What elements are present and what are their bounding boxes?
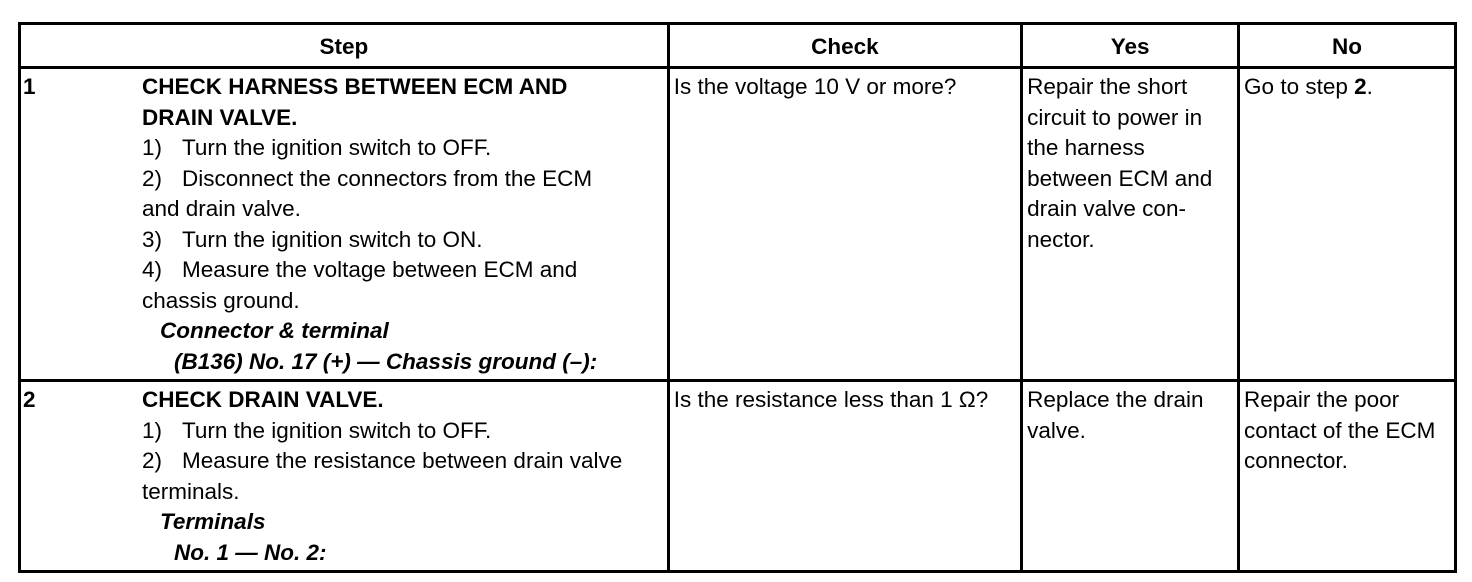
instruction-index: 2) xyxy=(142,448,163,473)
yes-line: Replace the drain xyxy=(1027,387,1204,412)
instruction-text: Measure the voltage between ECM and xyxy=(182,257,578,282)
no-text xyxy=(1244,72,1450,103)
no-line: connector. xyxy=(1244,448,1348,473)
diagnostic-table-wrapper xyxy=(18,22,1457,573)
step-title: CHECK HARNESS BETWEEN ECM AND xyxy=(142,74,568,99)
yes-line: between ECM and xyxy=(1027,165,1213,191)
no-suffix: . xyxy=(1366,74,1373,99)
instruction xyxy=(142,133,663,164)
instruction xyxy=(142,164,663,195)
step-number: 1 xyxy=(23,74,36,99)
yes-cell xyxy=(1022,68,1239,381)
instruction-index: 4) xyxy=(142,257,163,282)
spec-value: No. 1 — No. 2: xyxy=(174,539,327,565)
instruction-index: 3) xyxy=(142,226,163,252)
header-check: Check xyxy=(668,24,1021,68)
step-cell xyxy=(20,68,669,381)
yes-line: drain valve con- xyxy=(1027,196,1186,221)
table-row xyxy=(20,381,1456,572)
header-row xyxy=(20,24,1456,68)
spec-label: Terminals xyxy=(160,509,266,534)
step-title: CHECK DRAIN VALVE. xyxy=(142,387,384,412)
yes-line: nector. xyxy=(1027,226,1095,252)
yes-line: the harness xyxy=(1027,135,1145,160)
header-yes: Yes xyxy=(1022,24,1239,68)
check-cell xyxy=(668,68,1021,381)
instruction-text: Turn the ignition switch to ON. xyxy=(182,226,483,252)
instruction xyxy=(142,416,663,447)
no-line: Repair the poor xyxy=(1244,387,1400,412)
instruction-text: Turn the ignition switch to OFF. xyxy=(182,417,492,443)
instruction-text: Measure the resistance between drain valve xyxy=(182,448,623,473)
check-text: Is the resistance less than 1 Ω? xyxy=(673,387,989,412)
step-body xyxy=(142,72,663,103)
instruction-text: Disconnect the connectors from the ECM xyxy=(182,165,593,191)
yes-cell xyxy=(1022,381,1239,572)
header-step: Step xyxy=(20,24,669,68)
yes-line: circuit to power in xyxy=(1027,104,1203,130)
step-reference: 2 xyxy=(1354,74,1367,99)
check-cell xyxy=(668,381,1021,572)
check-text: Is the voltage 10 V or more? xyxy=(673,74,957,99)
yes-line: Repair the short xyxy=(1027,74,1188,99)
instruction-text: Turn the ignition switch to OFF. xyxy=(182,135,492,160)
no-line: contact of the ECM xyxy=(1244,417,1436,443)
diagnostic-table xyxy=(18,22,1457,573)
instruction-index: 2) xyxy=(142,165,163,191)
step-title-cont: DRAIN VALVE. xyxy=(142,104,298,130)
instruction-wrap: and drain valve. xyxy=(142,196,301,221)
instruction xyxy=(142,255,663,286)
instruction-wrap: chassis ground. xyxy=(142,287,300,313)
instruction xyxy=(142,225,663,256)
step-cell xyxy=(20,381,669,572)
no-prefix: Go to step xyxy=(1244,74,1355,99)
no-cell xyxy=(1239,68,1456,381)
step-number: 2 xyxy=(23,387,36,412)
instruction-index: 1) xyxy=(142,417,163,443)
spec-label: Connector & terminal xyxy=(160,318,389,343)
yes-line: valve. xyxy=(1027,417,1086,443)
instruction-wrap: terminals. xyxy=(142,478,240,504)
spec-value: (B136) No. 17 (+) — Chassis ground (–): xyxy=(174,348,598,374)
table-row xyxy=(20,68,1456,381)
header-no: No xyxy=(1239,24,1456,68)
instruction-index: 1) xyxy=(142,135,163,160)
no-cell xyxy=(1239,381,1456,572)
instruction xyxy=(142,446,663,477)
